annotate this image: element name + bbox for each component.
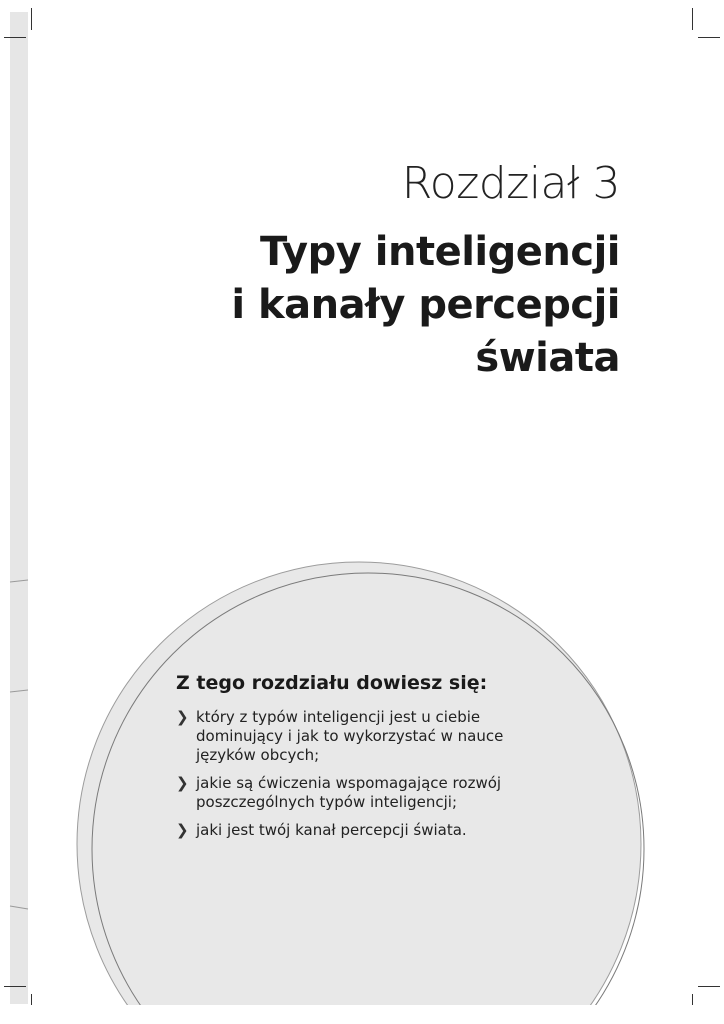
chevron-right-icon: ❯ [176,821,189,839]
bullet-text: jaki jest twój kanał percepcji świata. [196,821,467,839]
intro-bullet-list [176,708,576,840]
list-item [176,708,551,765]
bullet-text: jakie są ćwiczenia wspomagające rozwój poszczególnych typów inteligencji; [196,774,502,811]
chapter-title-line: Typy inteligencji [260,229,620,275]
chapter-title-line: świata [475,335,620,381]
chevron-right-icon: ❯ [176,708,189,726]
chapter-title-line: i kanały percepcji [231,282,620,328]
bullet-text: który z typów inteligencji jest u ciebie dominujący i jak to wykorzystać w nauce języków obcych; [196,708,504,764]
list-item [176,821,551,840]
chapter-title [100,226,620,385]
list-item [176,774,551,812]
chevron-right-icon: ❯ [176,774,189,792]
strip-tick [10,580,28,582]
strip-tick [10,690,28,692]
intro-heading: Z tego rozdziału dowiesz się: [176,672,488,694]
chapter-number: Rozdział 3 [401,158,620,209]
chapter-intro [176,672,576,849]
strip-tick [10,906,28,909]
